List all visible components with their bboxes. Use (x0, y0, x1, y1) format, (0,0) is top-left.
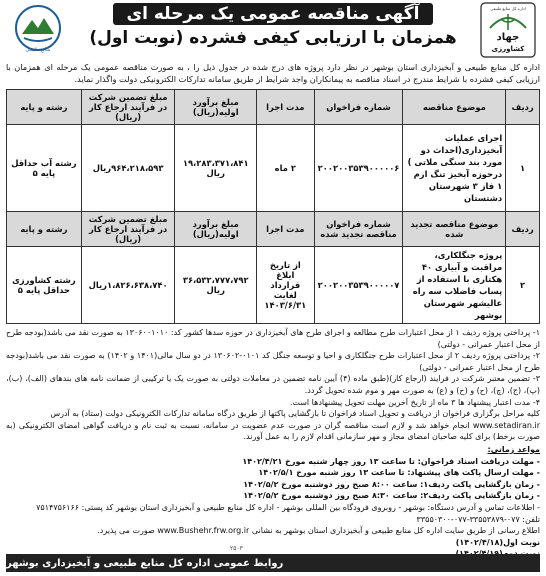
schedule (6, 444, 540, 560)
table-row (7, 125, 540, 212)
intro-paragraph: اداره کل منابع طبیعی و آبخیزداری استان بوشهر در نظر دارد پروژه های درج شده در جدول ذیل را ، به صورت مناقصه عمومی یک مرحله ای همزمان با ارزیابی کیفی فشرده با شرایط مندرج در اسناد مناقصه به پیمانکاران واجد شرایط از طریق سامانه تدارکات الکترونیکی دولت واگذار نماید. (6, 62, 540, 84)
col-guarantee: مبلغ تضمین شرکت در فرآیند ارجاع کار (ریال) (81, 212, 175, 247)
col-subject-renewed: موضوع مناقصه تجدید شده (403, 212, 506, 247)
page-subtitle: همزمان با ارزیابی کیفی فشرده (نوبت اول) (89, 28, 457, 48)
logo-right-caption: اداره کل منابع طبیعی (490, 6, 526, 11)
row-duration: ۲ ماه (257, 125, 315, 212)
schedule-item: - مهلت ارسال پاکت های پیشنهاد: تا ساعت ۱۳ روز شنبه مورخ ۱۴۰۲/۵/۱ (258, 468, 540, 478)
col-estimate: مبلغ برآورد اولیه(ریال) (175, 212, 257, 247)
col-field: رشته و پایه (7, 90, 82, 125)
schedule-item: - زمان بازگشایی پاکت ردیف۱: ساعت ۸:۰۰ صبح روز دوشنبه مورخ ۱۴۰۲/۵/۲ (243, 479, 540, 489)
schedule-title: مواعد زمانی: (487, 444, 540, 454)
table-header-row (7, 90, 540, 125)
website-line: اطلاع رسانی از طریق سایت اداره کل منابع طبیعی و آبخیزداری استان بوشهر به نشانی www.Bushehr.frw.org.ir صورت می پذیرد. (97, 526, 540, 536)
jahad-logo-icon (480, 2, 536, 58)
row-guarantee: ۱،۸۲۶،۶۳۸،۷۴۰ریال (81, 247, 175, 324)
col-index: ردیف (506, 90, 540, 125)
row-index: ۲ (506, 247, 540, 324)
row-index: ۱ (506, 125, 540, 212)
row-call-number: ۲۰۰۲۰۰۳۵۳۹۰۰۰۰۰۷ (314, 247, 403, 324)
schedule-item: - اطلاعات تماس و آدرس دستگاه: بوشهر - روبروی فرودگاه بین المللی بوشهر - اداره کل منابع طبیعی و آبخیزداری استان بوشهر کد پستی: ۷۵۱۴۷۵۶۱۶۶ (36, 502, 540, 512)
row-estimate: ۳۶،۵۳۲،۷۷۷،۷۹۲ ریال (175, 247, 257, 324)
col-guarantee: مبلغ تضمین شرکت در فرآیند ارجاع کار (ریال) (81, 90, 175, 125)
table-header-row-renewed (7, 212, 540, 247)
row-subject: پروژه جنگلکاری، مراقبت و آبیاری ۴۰ هکتاری با استفاده از پساب فاضلاب سه راه عالیشهر شهرستان بوشهر (403, 247, 506, 324)
natural-resources-logo-icon (12, 4, 64, 54)
tender-table (6, 89, 540, 324)
note-item: ۳- تضمین معتبر شرکت در فرایند (ارجاع کار)(طبق ماده (۴) آیین نامه تضمین در معاملات دولتی به صورت یک یا ترکیبی از ضمانت نامه های بندهای (الف)، (ب)، (پ)، (ج)، (چ)، (ح) و (خ) و (ع) به صورت مهر و موم شده تحویل گردد. (6, 374, 541, 395)
col-call-number: شماره فراخوان (314, 90, 403, 125)
col-call-number-renewed: شماره فراخوان مناقصه تجدید شده (314, 212, 403, 247)
row-field: رشته کشاورزی حداقل پایه ۵ (7, 247, 82, 324)
first-round: نوبت اول(۱۴۰۲/۴/۱۸) (455, 537, 540, 547)
title-box (72, 2, 474, 56)
schedule-item: - زمان بازگشایی پاکت ردیف۲: ساعت ۸:۳۰ صبح روز دوشنبه مورخ ۱۴۰۲/۵/۲ (243, 491, 540, 501)
row-field: رشته آب حداقل پایه ۵ (7, 125, 82, 212)
note-item: کلیه مراحل برگزاری فراخوان از دریافت و تحویل اسناد فراخوان تا بازگشایی پاکتها از طریق درگاه سامانه تدارکات الکترونیکی دولت (ستاد) به آدرس (50, 409, 540, 419)
header (6, 0, 540, 60)
note-item: ۲- پرداختی پروژه ردیف ۲ از محل اعتبارات طرح جنگلکاری و احیا و توسعه جنگل کد ۰۱۰۱-۱۳۰۶۰۲ در دو سال مالی(۱۴۰۱ و ۱۴۰۲) به صورت نقد می باشد(بودجه طرح از محل اعتبار عمرانی - دولتی) (6, 351, 540, 372)
col-duration: مدت اجرا (257, 90, 315, 125)
footer-number: ۲۵۰۳ (230, 545, 243, 552)
col-index: ردیف (506, 212, 540, 247)
footer-text: روابط عمومی اداره کل منابع طبیعی و آبخیزداری بوشهر (6, 557, 284, 569)
row-duration: از تاریخ ابلاغ قرارداد لغایت ۱۴۰۳/۶/۳۱ (257, 247, 315, 324)
schedule-item: - مهلت دریافت اسناد فراخوان: تا ساعت ۱۳ روز چهار شنبه مورخ ۱۴۰۲/۴/۲۱ (242, 456, 540, 466)
table-row (7, 247, 540, 324)
note-item: ۱- پرداختی پروژه ردیف ۱ از محل اعتبارات طرح مطالعه و اجرای طرح های آبخیزداری در حوزه سدها کشور کد: ۱۳۰۶۰۰۱۰۱۰ به صورت نقد می باشد(بودجه طرح از محل اعتبار عمرانی - دولتی) (6, 328, 540, 349)
row-call-number: ۲۰۰۲۰۰۳۵۳۹۰۰۰۰۰۶ (314, 125, 403, 212)
page-title: آگهی مناقصه عمومی یک مرحله ای (113, 3, 434, 25)
row-subject: اجرای عملیات آبخیزداری(احداث دو مورد بند سنگی ملاتی ) درحوزه آبخیز تنگ ارم ۱ فاز ۳ شهرستان دشتستان (403, 125, 506, 212)
col-subject: موضوع مناقصه (403, 90, 506, 125)
col-field: رشته و پایه (7, 212, 82, 247)
notes (6, 327, 540, 443)
col-duration: مدت اجرا (257, 212, 315, 247)
logo-right-bottom: کشاورزی (491, 45, 525, 53)
logo-left-caption: منابع طبیعی (25, 47, 51, 53)
logo-right-top: جهاد (496, 32, 520, 43)
note-item: ۴- مدت اعتبار پیشنهاد ها ۳ ماه از تاریخ آخرین مهلت تحویل پیشنهادها است. (289, 397, 540, 407)
row-guarantee: ۹۶۴،۲۱۸،۵۹۳ریال (81, 125, 175, 212)
row-estimate: ۱۹،۲۸۳،۳۷۱،۸۴۱ ریال (175, 125, 257, 212)
footer-bar (6, 554, 540, 572)
note-item: www.setadiran.ir انجام خواهد شد و لازم است مناقصه گران در صورت عدم عضویت در سامانه، نسبت به ثبت نام و دریافت گواهی امضای الکترونیکی (به صورت برخط) برای کلیه صاحبان امضای مجاز و مهر سازمانی اقدام لازم را به عمل آورند. (6, 420, 540, 442)
col-estimate: مبلغ برآورد اولیه(ریال) (175, 90, 257, 125)
phone-line: تلفن: ۰۷۷-۳۳۵۵۳۸۷۹-۰۷۷-۳۳۵۵۰۳۰۰ (416, 514, 540, 524)
